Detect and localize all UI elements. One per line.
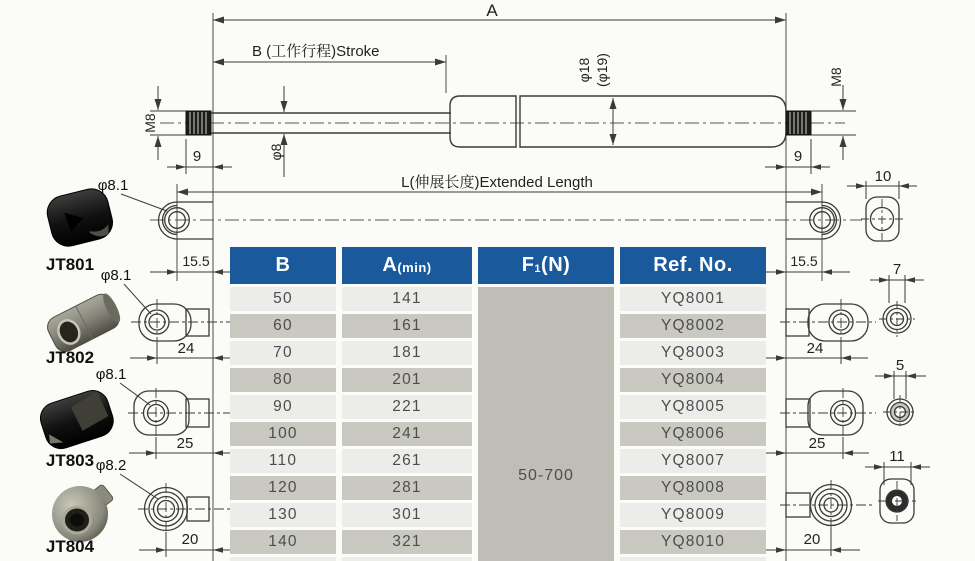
cell-b: 50 — [230, 287, 336, 311]
thread-left-length-label: 9 — [192, 148, 202, 165]
cell-a: 301 — [342, 503, 472, 527]
right-dim-4: 20 — [803, 531, 821, 548]
cell-ref: YQ8002 — [620, 314, 766, 338]
left-dim-3: 25 — [176, 435, 194, 452]
jt801-photo — [44, 185, 116, 249]
cell-a: 221 — [342, 395, 472, 419]
model-label-jt801: JT801 — [45, 255, 95, 274]
force-range-cell: 50-700 — [478, 287, 614, 561]
cell-b: 80 — [230, 368, 336, 392]
model-label-jt803: JT803 — [45, 451, 95, 470]
right-dim-3: 25 — [808, 435, 826, 452]
thread-right — [786, 111, 811, 135]
partial-row-cell — [230, 557, 336, 561]
table-header-b: B — [230, 247, 336, 284]
cell-a: 281 — [342, 476, 472, 500]
cell-ref: YQ8006 — [620, 422, 766, 446]
cell-a: 161 — [342, 314, 472, 338]
thread-left-label: M8 — [142, 113, 158, 133]
thread-right-label: M8 — [828, 67, 844, 87]
cell-b: 110 — [230, 449, 336, 473]
cell-ref: YQ8004 — [620, 368, 766, 392]
centerlines — [150, 123, 862, 220]
bore-label-jt802: φ8.1 — [100, 267, 132, 284]
cell-a: 181 — [342, 341, 472, 365]
cell-a: 241 — [342, 422, 472, 446]
rod-diameter-label: φ8 — [268, 143, 284, 161]
cell-a: 141 — [342, 287, 472, 311]
right-dim-1: 15.5 — [790, 253, 818, 269]
left-fitting-schematics — [128, 202, 233, 536]
model-label-jt802: JT802 — [45, 348, 95, 367]
cell-a: 321 — [342, 530, 472, 554]
tube-diameter-label-2: (φ19) — [594, 53, 610, 87]
cell-a: 261 — [342, 449, 472, 473]
cell-b: 70 — [230, 341, 336, 365]
left-dim-4: 20 — [181, 531, 199, 548]
partial-row-cell — [342, 557, 472, 561]
table-header-f1n: F 1 (N) — [478, 247, 614, 284]
right-width-3: 5 — [895, 357, 905, 374]
left-dim-1: 15.5 — [182, 253, 210, 269]
gas-spring-body — [186, 96, 811, 147]
model-label-jt804: JT804 — [45, 537, 95, 556]
cell-b: 140 — [230, 530, 336, 554]
thread-right-length-label: 9 — [793, 148, 803, 165]
cell-ref: YQ8009 — [620, 503, 766, 527]
bore-label-jt804: φ8.2 — [95, 457, 127, 474]
dim-overall-label: A — [486, 1, 498, 20]
cell-a: 201 — [342, 368, 472, 392]
table-header-ref-no: Ref. No. — [620, 247, 766, 284]
tube-diameter-label-1: φ18 — [576, 57, 592, 83]
right-width-2: 7 — [892, 261, 902, 278]
dim-stroke-label: B (工作行程)Stroke — [252, 43, 380, 60]
cell-ref: YQ8005 — [620, 395, 766, 419]
bore-label-jt801: φ8.1 — [97, 177, 129, 194]
right-width-1: 10 — [874, 168, 892, 185]
cell-ref: YQ8003 — [620, 341, 766, 365]
cell-ref: YQ8001 — [620, 287, 766, 311]
right-dim-2: 24 — [806, 340, 824, 357]
cell-b: 60 — [230, 314, 336, 338]
spec-table — [230, 247, 766, 561]
cell-b: 120 — [230, 476, 336, 500]
cell-b: 90 — [230, 395, 336, 419]
cell-b: 130 — [230, 503, 336, 527]
cell-b: 100 — [230, 422, 336, 446]
thread-left — [186, 111, 211, 135]
cell-ref: YQ8008 — [620, 476, 766, 500]
table-header-a-min: A (min) — [342, 247, 472, 284]
partial-row-cell — [620, 557, 766, 561]
right-width-4: 11 — [889, 448, 905, 465]
jt802-photo — [44, 290, 125, 356]
left-dim-2: 24 — [177, 340, 195, 357]
jt804-photo — [52, 484, 114, 542]
jt803-photo — [36, 386, 117, 452]
cell-ref: YQ8010 — [620, 530, 766, 554]
bore-label-jt803: φ8.1 — [95, 366, 127, 383]
cell-ref: YQ8007 — [620, 449, 766, 473]
dim-extended-length-label: L(伸展长度)Extended Length — [401, 174, 593, 191]
